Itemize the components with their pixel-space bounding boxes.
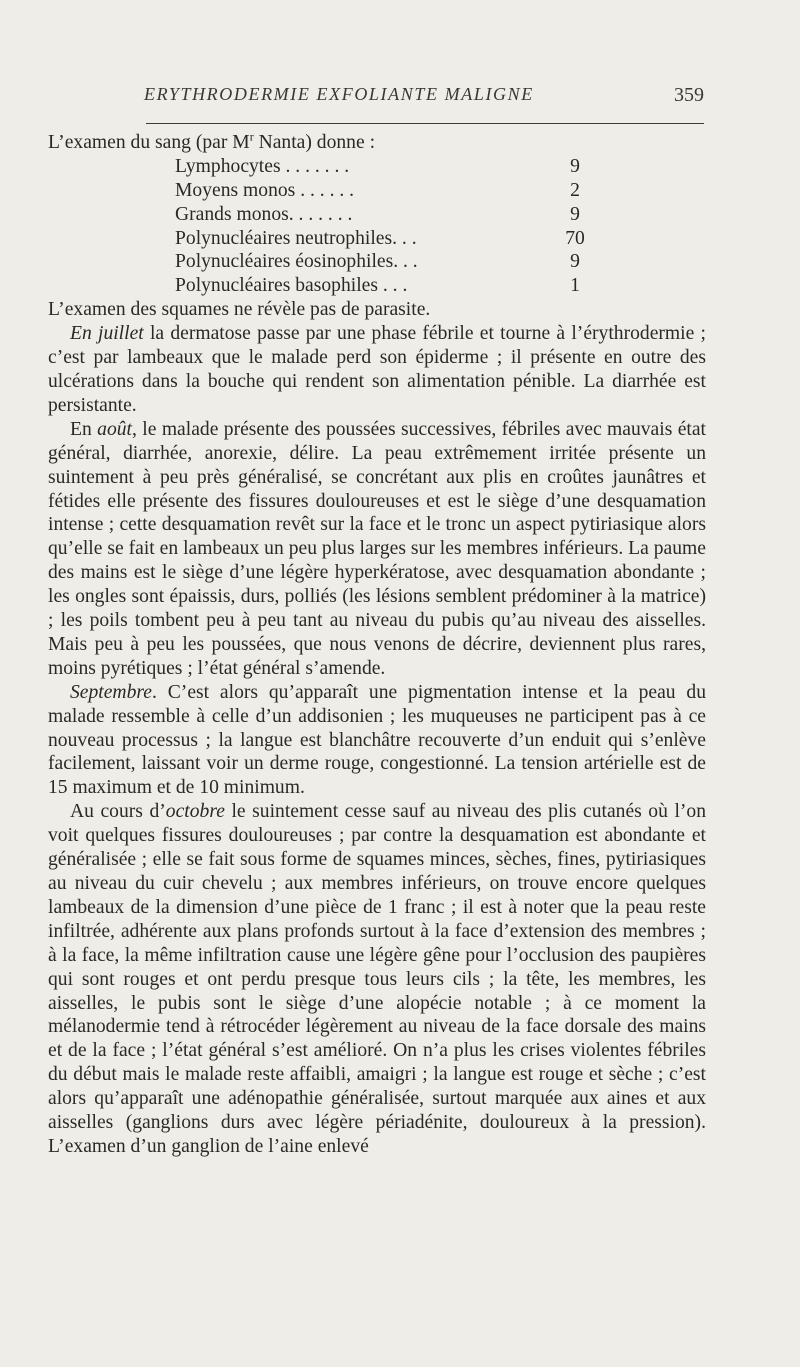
blood-count-row [175, 179, 595, 203]
blood-exam-intro-text: L’examen du sang (par M [48, 132, 250, 153]
body-text [48, 131, 706, 1159]
cell-count: 9 [570, 155, 580, 177]
header-rule [146, 123, 704, 124]
cell-count: 9 [570, 251, 580, 273]
paragraph-octobre [48, 800, 706, 1159]
page-header [48, 84, 704, 112]
paragraph-octobre-text: le suintement cesse sauf au niveau des plis cutanés où l’on voit quelques fissures douloureuses ; par contre la desquamation est abondante et généralisée ; elle se fait sous forme de squames minces, sèches, fines, pytiriasiques au niveau du cuir chevelu ; aux membres inférieurs, on trouve encore quelques lambeaux de la dimension d’une pièce de 1 franc ; il est à noter que la peau reste infiltrée, adhérente aux plans profonds surtout à la face d’extension des membres ; à la face, la même infiltration cause une légère gêne pour l’occlusion des paupières qui sont rouges et ont perdu presque tous leurs cils ; la tête, les membres, les aisselles, le pubis sont le siège d’une alopécie notable ; à ce moment la mélanodermie tend à rétrocéder légèrement au niveau de la face dorsale des mains et de la face ; l’état général s’est amélioré. On n’a plus les crises violentes fébriles du début mais le malade reste affaibli, amaigri ; la langue est rouge et sèche ; c’est alors qu’apparaît une adénopathie généralisée, surtout marquée aux aines et aux aisselles (ganglions durs avec légère périadénite, douloureux à la pression). L’examen d’un ganglion de l’aine enlevé [48, 801, 707, 1157]
month-juillet: En juillet [70, 323, 144, 345]
cell-count: 1 [570, 275, 580, 297]
cell-count: 2 [570, 179, 580, 201]
page-number: 359 [674, 84, 704, 106]
cell-type: Lymphocytes . . . . . . . [175, 155, 350, 177]
paragraph-aout-text: , le malade présente des poussées successives, fébriles avec mauvais état général, diarrhée, anorexie, délire. La peau extrêmement irritée présente un suintement à peu près généralisé, se concrétant aux plis en croûtes jaunâtres et fétides elle présente des fissures douloureuses et est le siège d’une desquamation intense ; cette desquamation revêt sur la face et le tronc un aspect pytiriasique alors qu’elle se fait en lambeaux un peu plus larges sur les membres inférieurs. La paume des mains est le siège d’une légère hyperkératose, avec desquamation abondante ; les ongles sont épaissis, durs, polliés (les lésions semblent prédominer à la matrice) ; les poils tombent peu à peu tant au niveau du pubis qu’au niveau des aisselles. Mais peu à peu les poussées, que nous venons de décrire, deviennent plus rares, moins pyrétiques ; l’état général s’amende. [48, 418, 706, 679]
blood-count-row [175, 250, 595, 274]
blood-count-row [175, 155, 595, 179]
blood-count-table [175, 155, 595, 298]
paragraph-octobre-prefix: Au cours d’ [70, 801, 166, 823]
blood-count-row [175, 227, 595, 251]
cell-type: Polynucléaires éosinophiles. . . [175, 251, 418, 273]
superscript: r [249, 129, 254, 144]
cell-count: 70 [565, 227, 585, 249]
blood-count-row [175, 203, 595, 227]
paragraph-juillet [48, 322, 706, 418]
blood-exam-intro-end: Nanta) donne : [253, 132, 376, 153]
blood-exam-intro [48, 131, 706, 155]
month-aout: août [97, 418, 132, 440]
paragraph-septembre-text: . C’est alors qu’apparaît une pigmentation intense et la peau du malade ressemble à celle d’un addisonien ; les muqueuses ne participent pas à ce nouveau processus ; la langue est blanchâtre recouverte d’un enduit qui s’enlève facilement, laissant voir un derme rouge, congestionné. La tension artérielle est de 15 maximum et de 10 minimum. [48, 681, 706, 799]
cell-count: 9 [570, 203, 580, 225]
cell-type: Polynucléaires neutrophiles. . . [175, 227, 417, 249]
cell-type: Grands monos. . . . . . . [175, 203, 353, 225]
squames-sentence: L’examen des squames ne révèle pas de parasite. [48, 299, 431, 321]
paragraph-juillet-text: la dermatose passe par une phase fébrile et tourne à l’érythrodermie ; c’est par lambeaux que le malade perd son épiderme ; il présente en outre des ulcérations dans la bouche qui rendent son alimentation pénible. La diarrhée est persistante. [48, 323, 706, 416]
running-title: ERYTHRODERMIE EXFOLIANTE MALIGNE [144, 84, 534, 104]
paragraph-aout-prefix: En [70, 418, 98, 440]
paragraph-septembre [48, 681, 706, 801]
paragraph-aout [48, 418, 706, 681]
cell-type: Polynucléaires basophiles . . . [175, 275, 408, 297]
month-octobre: octobre [165, 801, 225, 823]
blood-count-row [175, 274, 595, 298]
month-septembre: Septembre [70, 681, 152, 703]
cell-type: Moyens monos . . . . . . [175, 179, 355, 201]
